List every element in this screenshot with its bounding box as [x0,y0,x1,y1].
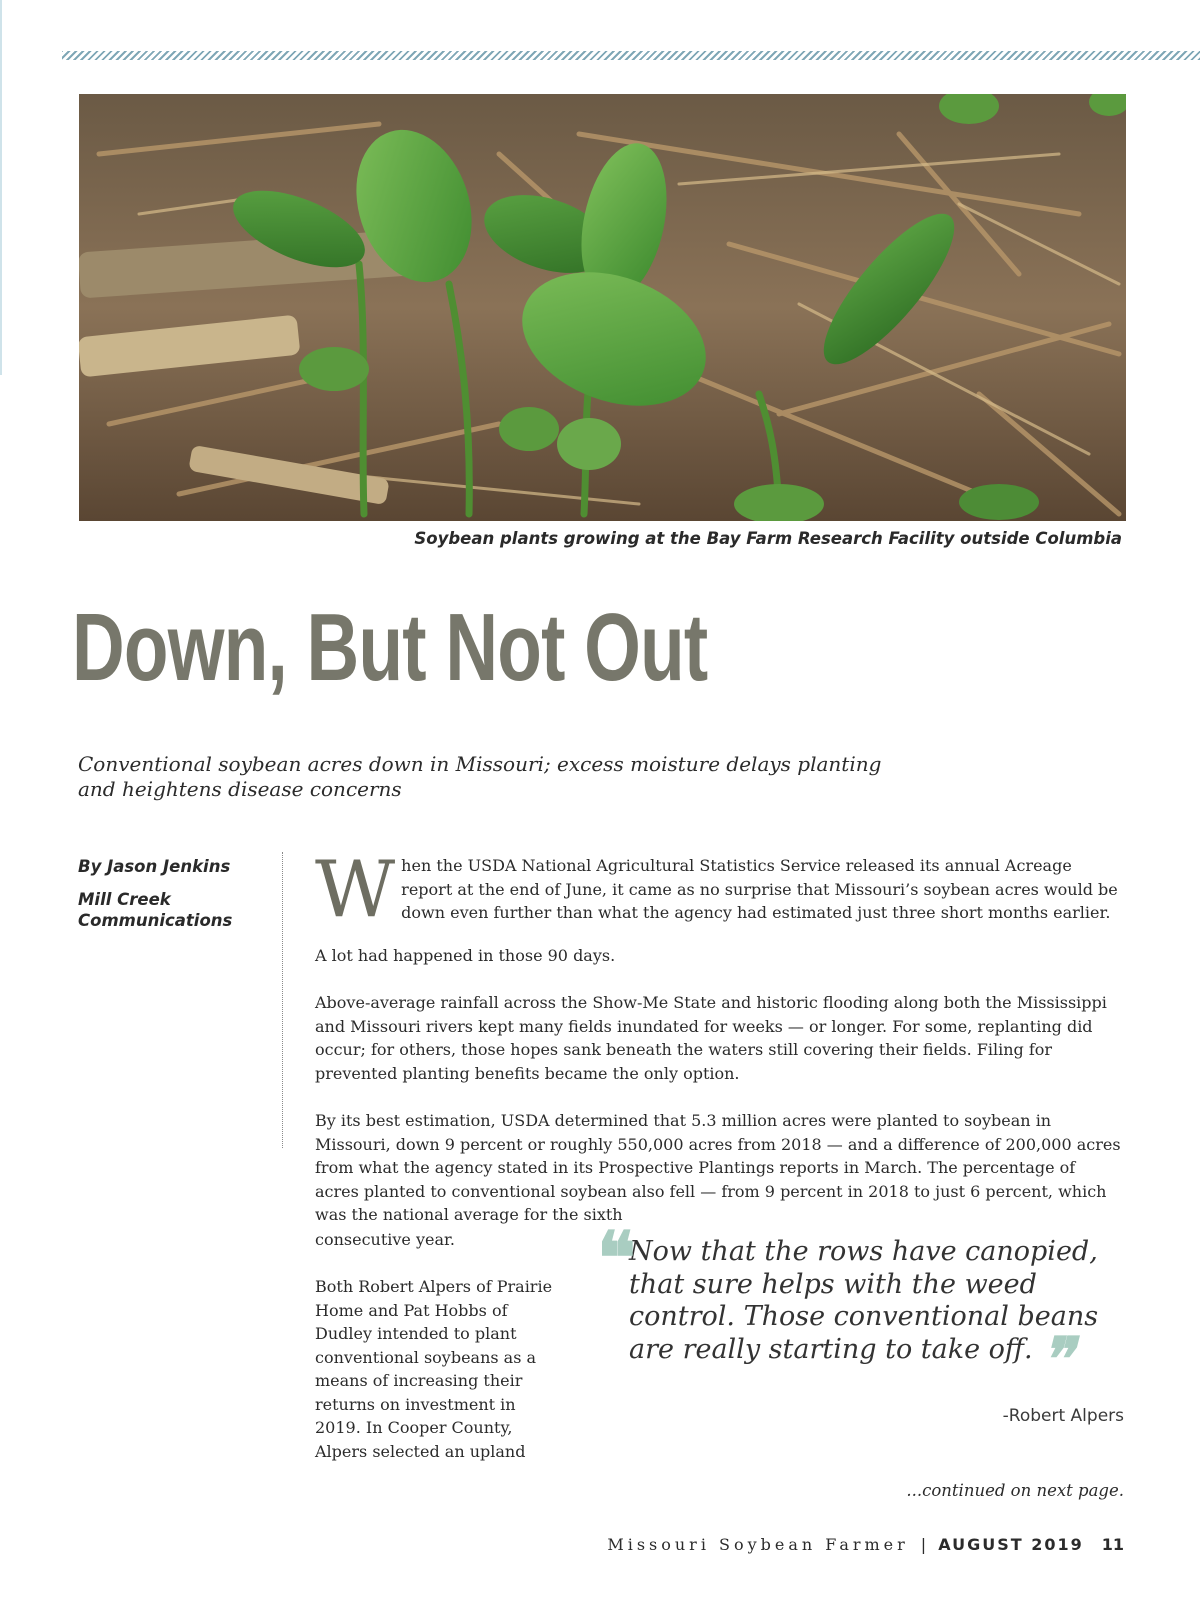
paragraph-text: By its best estimation, USDA determined that 5.3 million acres were planted to soybean in Missouri, down 9 percent or roughly 550,000 acres from 2018 — and a difference of 200,000 acres from what the agency stated in its Prospective Plantings reports in March. The percentage of acres planted to conventional soybean also fell — from 9 percent in 2018 to just 6 percent, which was the national average for the sixth [315,1111,1121,1224]
drop-cap: W [315,845,396,935]
body-paragraph-2 [315,944,1123,968]
body-paragraph-1 [315,845,1123,935]
paragraph-text: Both Robert Alpers of Prairie Home and Pat Hobbs of Dudley intended to plant conventional soybeans as a means of increasing their returns on investment in 2019. In Cooper County, Alpers selected an upland [315,1277,553,1461]
paragraph-text: hen the USDA National Agricultural Statistics Service released its annual Acreage report at the end of June, it came as no surprise that Missouri’s soybean acres would be down even further than what the agency had estimated just three short months earlier. [401,856,1118,922]
column-divider [282,852,283,1148]
body-paragraph-3 [315,991,1123,1085]
paragraph-text: Above-average rainfall across the Show-Me State and historic flooding along both the Mississippi and Missouri rivers kept many fields inundated for weeks — or longer. For some, replanting did occur; for others, those hopes sank beneath the waters still covering their fields. Filing for prevented planting benefits became the only option. [315,993,1107,1083]
pull-quote [597,1215,1137,1395]
paragraph-text: A lot had happened in those 90 days. [315,946,616,965]
soybean-seedlings-illustration [79,94,1126,521]
byline-author: By Jason Jenkins [78,857,231,876]
narrow-paragraph-1 [315,1228,560,1252]
body-paragraph-4 [315,1109,1123,1227]
continued-note: ...continued on next page. [906,1481,1124,1500]
open-quote-icon: ❝ [597,1215,636,1300]
page-number: 11 [1101,1535,1124,1554]
photo-caption: Soybean plants growing at the Bay Farm Research Facility outside Columbia [414,529,1122,548]
byline [78,856,278,943]
pull-quote-text: Now that the rows have canopied, that sure helps with the weed control. Those conventional beans are really starting to take off. ❞ [629,1236,1099,1395]
pull-quote-body: Now that the rows have canopied, that sure helps with the weed control. Those conventional beans are really starting to take off. [629,1236,1099,1365]
narrow-paragraph-2 [315,1275,560,1463]
footer-separator: | [920,1535,927,1554]
hero-photo [79,94,1126,521]
top-hatch-rule [62,51,1200,60]
footer-issue: AUGUST 2019 [938,1535,1084,1554]
article-deck: Conventional soybean acres down in Missouri; excess moisture delays planting and heightens disease concerns [78,752,882,801]
left-edge-rule [0,0,2,375]
footer-publication: Missouri Soybean Farmer [607,1535,909,1554]
byline-organization: Mill Creek Communications [78,890,233,930]
paragraph-text: consecutive year. [315,1230,456,1249]
page-footer [607,1535,1124,1554]
article-headline: Down, But Not Out [72,594,708,701]
pull-quote-attribution: -Robert Alpers [1002,1406,1124,1426]
